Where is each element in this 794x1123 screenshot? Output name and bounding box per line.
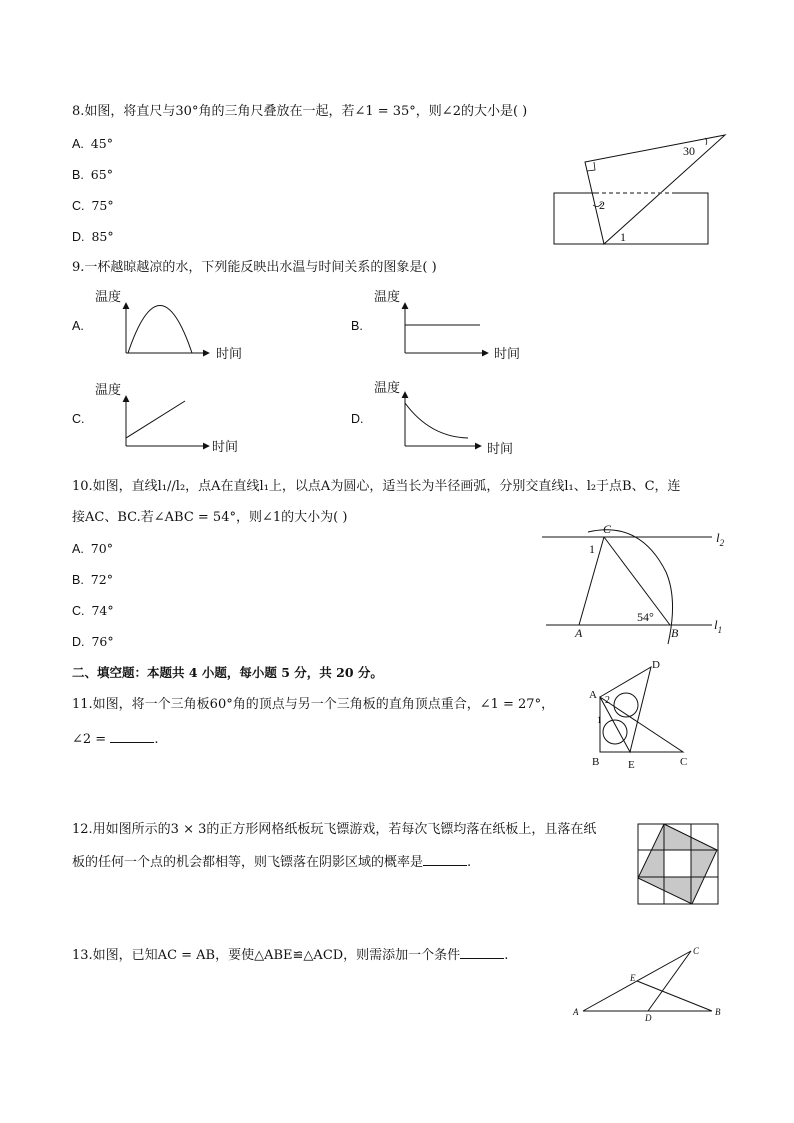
q8-option-d: D. 85°	[72, 229, 114, 244]
point-e: E	[628, 759, 635, 771]
q9-stem: 9.一杯越晾越凉的水，下列能反映出水温与时间关系的图象是( )	[72, 260, 437, 275]
x-label-b: 时间	[494, 347, 521, 362]
segment-be	[637, 981, 712, 1011]
q10-option-c: C. 74°	[72, 603, 114, 618]
segment-cd	[648, 951, 691, 1011]
q10-option-d: D. 76°	[72, 634, 114, 649]
angle-2-label: 2	[599, 198, 605, 212]
q12-stem-line2: 板的任何一个点的机会都相等，则飞镖落在阴影区域的概率是 .	[72, 855, 472, 870]
point-a: A	[575, 626, 583, 640]
q9-option-d: D.	[351, 412, 364, 426]
point-c: C	[680, 756, 688, 768]
q10-option-a: A. 70°	[72, 541, 113, 556]
point-a: A	[573, 1007, 579, 1017]
q9-option-a: A.	[72, 319, 84, 333]
angle-1-label: 1	[620, 230, 626, 244]
q8-option-b: B. 65°	[72, 167, 113, 182]
point-b: B	[592, 756, 600, 768]
q9-option-c: C.	[72, 412, 85, 426]
q10-stem-line2: 接AC、BC.若∠ABC = 54°，则∠1的大小为( )	[72, 510, 348, 525]
point-b: B	[715, 1007, 721, 1017]
q10-stem-line1: 10.如图，直线l₁//l₂，点A在直线l₁上，以点A为圆心，适当长为半径画弧，分别交直线l₁、l₂于点B、C，连	[72, 479, 681, 494]
point-c: C	[693, 946, 700, 956]
x-label-a: 时间	[216, 347, 243, 362]
y-label-d: 温度	[374, 381, 401, 396]
angle-1-label: 1	[589, 542, 595, 556]
angle-30-label: 30	[683, 144, 695, 158]
q11-stem-line1: 11.如图，将一个三角板60°角的顶点与另一个三角板的直角顶点重合，∠1 = 27°，	[72, 697, 555, 712]
q8-option-c: C. 75°	[72, 198, 114, 213]
point-a: A	[589, 689, 597, 701]
angle-2-label: 2	[605, 695, 610, 706]
point-e: E	[630, 973, 636, 983]
label-l2: $l_2$	[716, 530, 725, 548]
y-label-a: 温度	[95, 290, 122, 305]
q13-stem: 13.如图，已知AC = AB，要使△ABE≌△ACD，则需添加一个条件 .	[72, 948, 509, 963]
y-label-b: 温度	[374, 290, 401, 305]
y-label-c: 温度	[95, 383, 122, 398]
q12-stem-line1: 12.用如图所示的3 × 3的正方形网格纸板玩飞镖游戏，若每次飞镖均落在纸板上，且落在纸	[72, 822, 597, 837]
q11-stem-line2: ∠2 = .	[72, 732, 159, 747]
q8-option-a: A. 45°	[72, 136, 113, 151]
point-d: D	[645, 1013, 652, 1023]
angle-54-label: 54°	[637, 610, 654, 624]
point-b: B	[671, 626, 679, 640]
q9-option-b: B.	[351, 319, 363, 333]
angle-1-label: 1	[597, 715, 602, 725]
label-l1: $l_1$	[714, 617, 723, 635]
q10-option-b: B. 72°	[72, 572, 113, 587]
x-label-d: 时间	[487, 442, 514, 457]
section-heading: 二、填空题：本题共 4 小题，每小题 5 分，共 20 分。	[72, 665, 383, 680]
x-label-c: 时间	[212, 440, 239, 455]
point-d: D	[652, 659, 660, 671]
q8-stem: 8.如图，将直尺与30°角的三角尺叠放在一起，若∠1 = 35°，则∠2的大小是( )	[72, 104, 528, 119]
point-c: C	[603, 522, 612, 536]
